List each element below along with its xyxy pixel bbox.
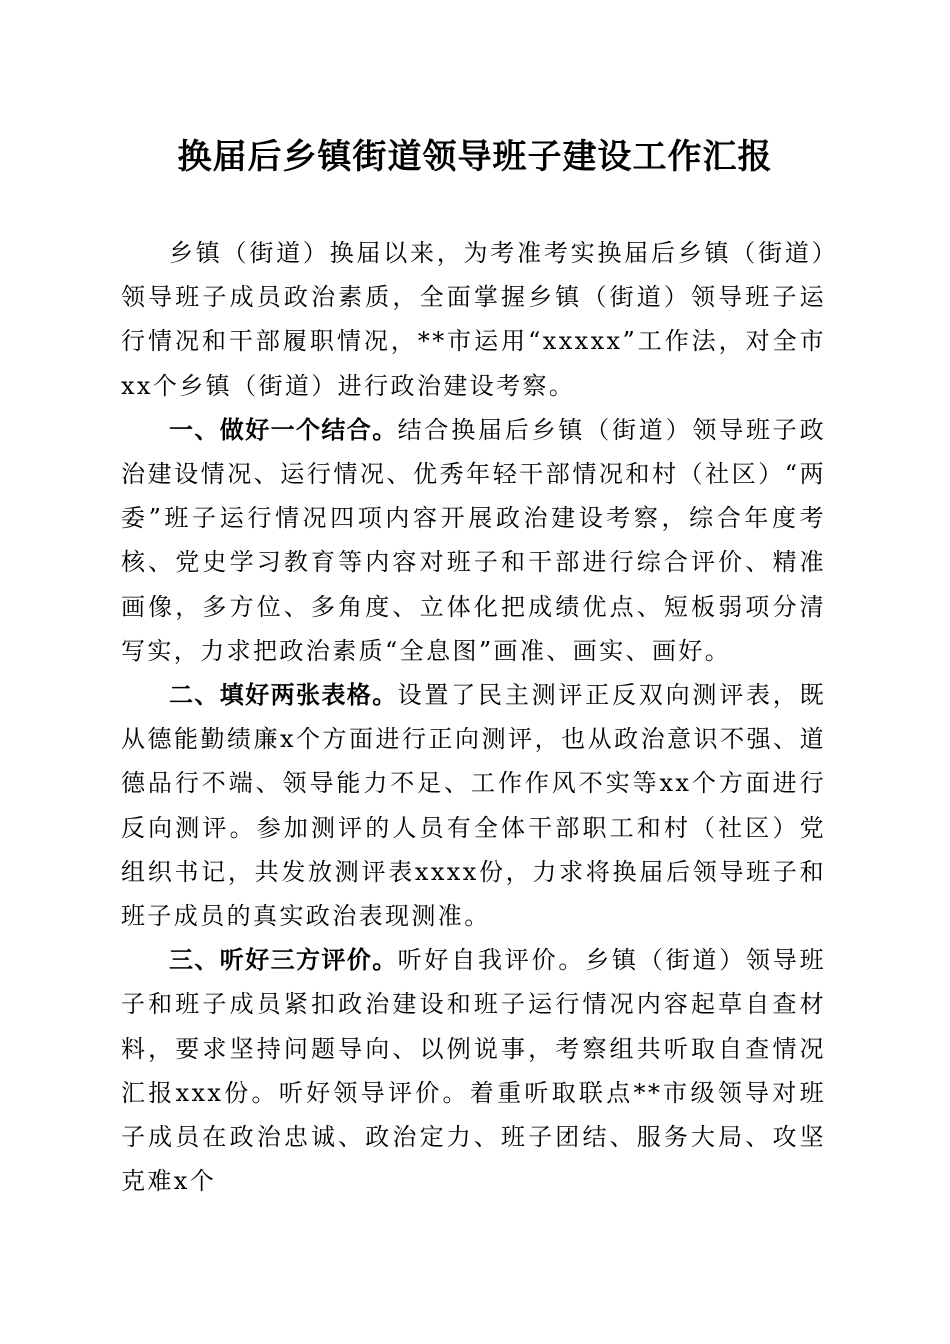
section-heading-2: 二、填好两张表格。 — [169, 681, 398, 710]
section-text-2: 设置了民主测评正反双向测评表，既从德能勤绩廉x个方面进行正向测评，也从政治意识不强、道德品行不端、领导能力不足、工作作风不实等xx个方面进行反向测评。参加测评的人员有全体干部职工和村（社区）党组织书记，共发放测评表xxxx份，力求将换届后领导班子和班子成员的真实政治表现测准。 — [121, 681, 827, 931]
section-heading-1: 一、做好一个结合。 — [169, 415, 398, 444]
section-paragraph-1 — [121, 408, 826, 673]
section-text-3: 听好自我评价。乡镇（街道）领导班子和班子成员紧扣政治建设和班子运行情况内容起草自查材料，要求坚持问题导向、以例说事，考察组共听取自查情况汇报xxx份。听好领导评价。着重听取联点**市级领导对班子成员在政治忠诚、政治定力、班子团结、服务大局、攻坚克难x个 — [121, 946, 827, 1196]
section-paragraph-3 — [121, 938, 826, 1203]
section-paragraph-2 — [121, 673, 826, 938]
document-title: 换届后乡镇街道领导班子建设工作汇报 — [177, 137, 773, 177]
section-text-1: 结合换届后乡镇（街道）领导班子政治建设情况、运行情况、优秀年轻干部情况和村（社区）“两委”班子运行情况四项内容开展政治建设考察，综合年度考核、党史学习教育等内容对班子和干部进行综合评价、精准画像，多方位、多角度、立体化把成绩优点、短板弱项分清写实，力求把政治素质“全息图”画准、画实、画好。 — [121, 415, 827, 665]
intro-paragraph: 乡镇（街道）换届以来，为考准考实换届后乡镇（街道）领导班子成员政治素质，全面掌握乡镇（街道）领导班子运行情况和干部履职情况，**市运用“xxxxx”工作法，对全市xx个乡镇（街道）进行政治建设考察。 — [121, 239, 826, 400]
document-body — [121, 231, 826, 1203]
section-heading-3: 三、听好三方评价。 — [169, 946, 398, 975]
